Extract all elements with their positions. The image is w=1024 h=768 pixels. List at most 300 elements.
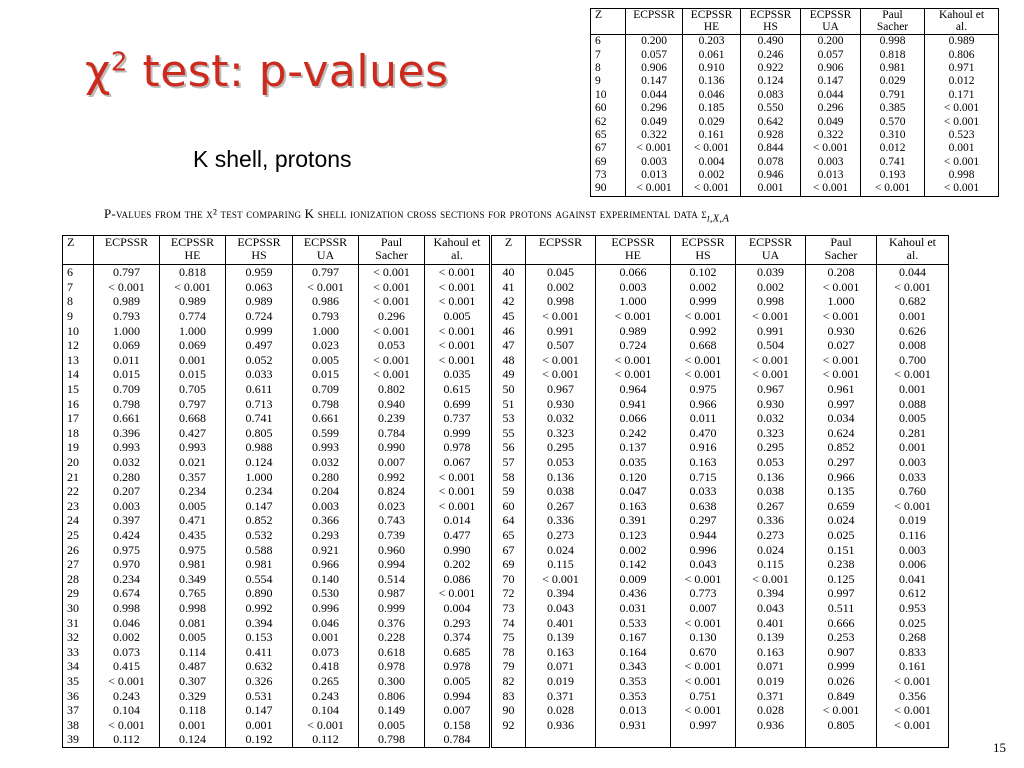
slide-title [85,46,449,97]
table-cell: 0.083 [741,89,801,102]
table-cell: < 0.001 [626,182,683,196]
table-cell: 0.626 [877,323,949,338]
column-header: ECPSSR HS [226,236,293,265]
table-cell: 40 [491,265,526,280]
table-cell: 0.307 [160,674,226,689]
table-cell: 0.297 [671,513,736,528]
table-cell: 0.005 [359,717,425,732]
table-cell: < 0.001 [425,484,491,499]
table-cell: 0.234 [94,571,160,586]
table-cell: 70 [491,571,526,586]
table-cell: 0.415 [94,659,160,674]
table-cell: 0.975 [671,382,736,397]
table-cell: < 0.001 [801,142,861,155]
table-cell: < 0.001 [359,323,425,338]
table-cell: 74 [491,615,526,630]
table-cell: 0.027 [806,338,877,353]
table-row [63,674,949,689]
table-cell: 55 [491,426,526,441]
table-cell: 0.139 [736,630,806,645]
table-row [591,35,999,49]
table-cell: 0.427 [160,426,226,441]
slide-subtitle: K shell, protons [193,146,352,172]
table-cell: 0.661 [293,411,359,426]
table-cell: 0.267 [736,499,806,514]
table-cell: 0.012 [925,75,999,88]
table-cell: 0.073 [94,644,160,659]
table-cell: 0.151 [806,542,877,557]
table-cell: 67 [491,542,526,557]
table-cell: 0.147 [801,75,861,88]
table-cell: < 0.001 [671,353,736,368]
table-cell: 0.280 [293,469,359,484]
table-cell: 0.588 [226,542,293,557]
table-row [63,469,949,484]
table-cell: 0.033 [877,469,949,484]
table-cell: 0.124 [741,75,801,88]
table-cell: 0.001 [925,142,999,155]
table-cell: 0.940 [359,396,425,411]
table-row [63,586,949,601]
table-cell: 0.975 [160,542,226,557]
table-cell [806,732,877,747]
table-cell: 0.436 [596,586,671,601]
table-cell: 0.791 [861,89,925,102]
table-cell: 24 [63,513,94,528]
table-cell: 92 [491,717,526,732]
table-cell: < 0.001 [425,353,491,368]
table-cell: < 0.001 [683,182,741,196]
table-cell: 22 [63,484,94,499]
table-cell: 0.906 [626,62,683,75]
table-cell: 0.986 [293,294,359,309]
table-cell: 0.371 [736,688,806,703]
table-cell: 0.149 [359,703,425,718]
table-cell: 0.069 [160,338,226,353]
table-cell: 0.015 [160,367,226,382]
table-cell: 0.930 [736,396,806,411]
table-cell: 0.996 [671,542,736,557]
table-cell: 36 [63,688,94,703]
table-cell: 0.964 [596,382,671,397]
table-cell: 0.715 [671,469,736,484]
table-cell: 48 [491,353,526,368]
table-cell: < 0.001 [806,280,877,295]
table-cell: 0.300 [359,674,425,689]
table-cell: 0.806 [359,688,425,703]
table-cell: 0.326 [226,674,293,689]
table-cell: 0.990 [425,542,491,557]
table-cell: 0.805 [806,717,877,732]
column-header: ECPSSR UA [293,236,359,265]
table-cell: 0.401 [736,615,806,630]
table-cell: 0.031 [596,601,671,616]
column-header: Kahoul et al. [877,236,949,265]
table-cell: 0.612 [877,586,949,601]
table-cell: 0.123 [596,528,671,543]
table-cell: 0.922 [741,62,801,75]
table-cell: 0.023 [359,499,425,514]
table-cell: 0.135 [806,484,877,499]
table-cell: 10 [63,323,94,338]
table-cell: 0.397 [94,513,160,528]
table-cell: 0.013 [801,169,861,182]
table-cell: < 0.001 [806,353,877,368]
table-row [63,367,949,382]
table-cell: 69 [491,557,526,572]
table-cell [526,732,596,747]
table-cell: 0.682 [877,294,949,309]
table-cell: < 0.001 [671,659,736,674]
table-cell: < 0.001 [526,571,596,586]
table-row [63,382,949,397]
table-cell: 25 [63,528,94,543]
table-cell: 35 [63,674,94,689]
table-cell: 10 [591,89,626,102]
table-cell: 0.833 [877,644,949,659]
table-cell: 0.998 [736,294,806,309]
table-row [591,115,999,128]
table-cell: 26 [63,542,94,557]
table-row [63,484,949,499]
table-cell: 0.849 [806,688,877,703]
table-caption [104,206,729,225]
table-cell: 0.349 [160,571,226,586]
table-cell: 0.798 [94,396,160,411]
column-header: Paul Sacher [359,236,425,265]
table-cell: 0.204 [293,484,359,499]
table-cell: 0.295 [526,440,596,455]
table-cell: 12 [63,338,94,353]
table-cell: 51 [491,396,526,411]
table-row [63,630,949,645]
table-cell: 0.234 [160,484,226,499]
table-cell: 0.802 [359,382,425,397]
table-cell: 0.668 [160,411,226,426]
table-row [63,338,949,353]
table-cell: < 0.001 [596,353,671,368]
column-header: Z [491,236,526,265]
table-cell: 0.124 [160,732,226,747]
table-cell: 0.960 [359,542,425,557]
table-cell: < 0.001 [425,265,491,280]
table-cell: 0.011 [671,411,736,426]
table-cell: 0.071 [736,659,806,674]
table-cell: 0.975 [94,542,160,557]
table-cell: 0.824 [359,484,425,499]
table-cell: 0.005 [425,309,491,324]
table-cell: 0.797 [160,396,226,411]
table-row [63,688,949,703]
table-cell: 34 [63,659,94,674]
table-cell: 0.268 [877,630,949,645]
table-cell: 0.773 [671,586,736,601]
table-cell: 0.743 [359,513,425,528]
table-cell: 0.013 [596,703,671,718]
table-cell: 32 [63,630,94,645]
table-cell: 0.323 [736,426,806,441]
table-row [63,294,949,309]
table-row [63,659,949,674]
table-cell: 0.019 [877,513,949,528]
table-cell: 0.039 [736,265,806,280]
table-cell: 0.120 [596,469,671,484]
table-cell: 0.073 [293,644,359,659]
table-cell: 0.946 [741,169,801,182]
table-cell: 0.998 [861,35,925,49]
table-cell: 41 [491,280,526,295]
table-cell: 0.024 [736,542,806,557]
table-cell: 0.171 [925,89,999,102]
table-cell: 0.001 [160,717,226,732]
table-cell: 0.043 [736,601,806,616]
table-cell: 0.246 [741,48,801,61]
table-cell: 0.999 [359,601,425,616]
table-cell: 46 [491,323,526,338]
table-row [63,309,949,324]
table-cell: 0.041 [877,571,949,586]
table-row [63,265,949,280]
table-cell: 0.953 [877,601,949,616]
table-cell: 0.008 [877,338,949,353]
table-cell: 0.401 [526,615,596,630]
table-cell: 0.784 [359,426,425,441]
table-cell: 39 [63,732,94,747]
table-cell: 0.057 [801,48,861,61]
table-row [63,396,949,411]
column-header: ECPSSR HS [671,236,736,265]
table-cell: 0.907 [806,644,877,659]
table-cell: 53 [491,411,526,426]
table-cell: 0.052 [226,353,293,368]
table-cell: 1.000 [806,294,877,309]
table-cell: 57 [491,455,526,470]
table-cell: 0.353 [596,688,671,703]
table-cell: 0.035 [425,367,491,382]
table-cell: 0.034 [806,411,877,426]
table-cell: 0.357 [160,469,226,484]
table-cell: 0.793 [94,309,160,324]
table-cell: 0.989 [94,294,160,309]
table-cell: 0.007 [425,703,491,718]
table-cell: 0.356 [877,688,949,703]
table-cell: < 0.001 [806,703,877,718]
table-cell: 0.999 [806,659,877,674]
table-cell: 0.394 [226,615,293,630]
table-row [591,129,999,142]
table-cell: 0.004 [425,601,491,616]
table-row [63,703,949,718]
table-cell: 0.009 [596,571,671,586]
table-cell: 56 [491,440,526,455]
table-cell: 0.418 [293,659,359,674]
table-cell: 67 [591,142,626,155]
table-cell: 0.003 [626,156,683,169]
table-cell: 73 [491,601,526,616]
table-cell: 0.019 [736,674,806,689]
table-cell: 82 [491,674,526,689]
table-cell: 0.554 [226,571,293,586]
table-cell: 0.007 [359,455,425,470]
table-cell: 13 [63,353,94,368]
table-cell: 0.238 [806,557,877,572]
table-cell: 0.013 [626,169,683,182]
table-cell: < 0.001 [425,280,491,295]
table-cell: < 0.001 [925,115,999,128]
table-cell: 0.793 [293,309,359,324]
table-cell: < 0.001 [736,367,806,382]
table-cell: 0.163 [596,499,671,514]
table-cell [671,732,736,747]
table-cell: 0.003 [877,542,949,557]
table-cell: < 0.001 [425,338,491,353]
table-cell: 0.890 [226,586,293,601]
table-cell: 0.115 [526,557,596,572]
table-cell: 0.959 [226,265,293,280]
table-cell: 1.000 [226,469,293,484]
table-cell: < 0.001 [671,615,736,630]
table-row [63,411,949,426]
table-cell: 58 [491,469,526,484]
table-cell: 73 [591,169,626,182]
column-header: Kahoul et al. [925,9,999,35]
table-cell: 0.991 [736,323,806,338]
table-cell: 0.001 [877,309,949,324]
column-header: Paul Sacher [806,236,877,265]
table-row [591,62,999,75]
table-cell: < 0.001 [425,323,491,338]
table-row [63,426,949,441]
table-cell: 0.674 [94,586,160,601]
table-cell: 0.487 [160,659,226,674]
table-cell: 0.970 [94,557,160,572]
table-cell: 8 [63,294,94,309]
column-header: ECPSSR HE [160,236,226,265]
table-cell: 78 [491,644,526,659]
table-cell: 7 [591,48,626,61]
table-row [63,615,949,630]
table-cell: 0.038 [736,484,806,499]
table-cell: 0.916 [671,440,736,455]
table-cell: 0.329 [160,688,226,703]
table-cell: 0.296 [801,102,861,115]
table-cell: 0.002 [94,630,160,645]
table-cell: 0.053 [526,455,596,470]
table-cell: 0.112 [94,732,160,747]
table-cell: 0.760 [877,484,949,499]
table-cell: 0.044 [626,89,683,102]
table-cell: 0.989 [160,294,226,309]
table-cell: < 0.001 [596,367,671,382]
table-cell: 0.049 [626,115,683,128]
table-cell: 0.424 [94,528,160,543]
table-cell: 0.966 [806,469,877,484]
table-cell: 0.003 [801,156,861,169]
table-cell: 75 [491,630,526,645]
table-cell: 0.026 [806,674,877,689]
table-cell: 0.273 [736,528,806,543]
table-cell: 0.024 [526,542,596,557]
table-cell: 14 [63,367,94,382]
table-cell: 0.659 [806,499,877,514]
table-cell: 0.280 [94,469,160,484]
table-cell: 0.296 [626,102,683,115]
table-cell: 0.523 [925,129,999,142]
table-cell: 17 [63,411,94,426]
table-cell: 0.028 [526,703,596,718]
table-cell: 0.992 [359,469,425,484]
table-cell: 0.078 [741,156,801,169]
table-cell: 0.136 [736,469,806,484]
table-cell: 0.001 [293,630,359,645]
table-cell: 0.336 [526,513,596,528]
table-cell: 0.531 [226,688,293,703]
table-cell: 0.032 [94,455,160,470]
table-cell: < 0.001 [526,367,596,382]
table-cell: 0.014 [425,513,491,528]
table-cell: 79 [491,659,526,674]
table-cell: 0.038 [526,484,596,499]
table-cell: 0.797 [293,265,359,280]
table-cell: 0.234 [226,484,293,499]
table-cell: 0.002 [671,280,736,295]
table-cell: 0.323 [526,426,596,441]
table-cell: 0.533 [596,615,671,630]
table-cell: 0.530 [293,586,359,601]
table-cell: 0.153 [226,630,293,645]
table-row [63,323,949,338]
table-cell: 0.293 [425,615,491,630]
table-cell: 0.611 [226,382,293,397]
table-body [63,265,949,748]
table-cell: 0.088 [877,396,949,411]
table-cell: 0.200 [626,35,683,49]
table-cell: < 0.001 [925,102,999,115]
table-cell: < 0.001 [526,309,596,324]
table-cell: 0.057 [626,48,683,61]
table-cell: 0.025 [806,528,877,543]
table-cell: 0.931 [596,717,671,732]
table-cell: 0.001 [741,182,801,196]
table-cell: 0.997 [671,717,736,732]
table-cell: 0.024 [806,513,877,528]
table-cell: < 0.001 [425,294,491,309]
table-cell: 0.353 [596,674,671,689]
column-header: ECPSSR HE [596,236,671,265]
table-cell: 0.130 [671,630,736,645]
table-cell: < 0.001 [801,182,861,196]
table-cell: 0.046 [683,89,741,102]
table-cell: 0.228 [359,630,425,645]
table-cell: 0.343 [596,659,671,674]
table-row [63,717,949,732]
table-cell: 0.989 [925,35,999,49]
table-cell: 0.371 [526,688,596,703]
table-row [63,280,949,295]
table-cell: 0.999 [425,426,491,441]
table-cell: < 0.001 [877,499,949,514]
table-cell: < 0.001 [877,280,949,295]
column-header: ECPSSR [626,9,683,35]
table-row [591,48,999,61]
table-cell: 0.981 [160,557,226,572]
table-cell: 0.992 [671,323,736,338]
table-cell: 0.385 [861,102,925,115]
table-cell: 0.066 [596,411,671,426]
table-cell: 0.044 [801,89,861,102]
table-cell: 0.470 [671,426,736,441]
table-cell: < 0.001 [94,674,160,689]
